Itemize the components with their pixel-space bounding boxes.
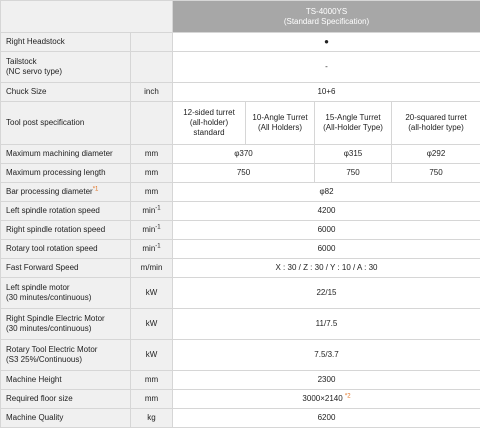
row-value: φ82 <box>173 183 480 202</box>
row-value: 11/7.5 <box>173 309 480 340</box>
row-unit: $\min^{-1}$ <box>131 221 173 240</box>
row-label: Right Headstock <box>1 33 131 52</box>
header-blank-cell <box>1 1 173 33</box>
table-row <box>1 164 480 183</box>
row-unit <box>131 52 173 83</box>
row-label: Tool post specification <box>1 102 131 145</box>
table-row <box>1 390 480 409</box>
row-value: X : 30 / Z : 30 / Y : 10 / A : 30 <box>173 259 480 278</box>
row-label: Rotary Tool Electric Motor (S3 25%/Continuous) <box>1 340 131 371</box>
row-unit <box>131 33 173 52</box>
row-value: 7.5/3.7 <box>173 340 480 371</box>
row-value: 6000 <box>173 221 480 240</box>
row-value: φ292 <box>392 145 480 164</box>
row-unit: $\min^{-1}$ <box>131 240 173 259</box>
row-unit: kW <box>131 309 173 340</box>
row-label: Machine Height <box>1 371 131 390</box>
model-spec-note: (Standard Specification) <box>178 17 475 27</box>
row-value: 2300 <box>173 371 480 390</box>
row-label: Chuck Size <box>1 83 131 102</box>
row-value: 4200 <box>173 202 480 221</box>
row-value: 750 <box>315 164 392 183</box>
row-label: Rotary tool rotation speed <box>1 240 131 259</box>
table-row <box>1 221 480 240</box>
row-label: Fast Forward Speed <box>1 259 131 278</box>
row-unit: mm <box>131 183 173 202</box>
model-header <box>173 1 480 33</box>
row-value: 750 <box>392 164 480 183</box>
row-value: 6200 <box>173 409 480 428</box>
table-row <box>1 145 480 164</box>
model-name: TS-4000YS <box>178 7 475 17</box>
table-row <box>1 102 480 145</box>
footnote-marker: *1 <box>93 186 99 192</box>
row-unit: inch <box>131 83 173 102</box>
turret-option: 10-Angle Turret (All Holders) <box>246 102 315 145</box>
row-label: Maximum machining diameter <box>1 145 131 164</box>
row-value: 3000×2140 $^{*2}$ <box>173 390 480 409</box>
table-header-row <box>1 1 480 33</box>
table-row <box>1 371 480 390</box>
table-row <box>1 259 480 278</box>
row-unit: kW <box>131 340 173 371</box>
table-row <box>1 183 480 202</box>
row-value: 10+6 <box>173 83 480 102</box>
row-value: ● <box>173 33 480 52</box>
row-label: Left spindle rotation speed <box>1 202 131 221</box>
table-row <box>1 240 480 259</box>
row-unit: mm <box>131 371 173 390</box>
table-row <box>1 278 480 309</box>
table-row <box>1 33 480 52</box>
row-value: 22/15 <box>173 278 480 309</box>
row-value: 6000 <box>173 240 480 259</box>
turret-option: 20-squared turret (all-holder type) <box>392 102 480 145</box>
row-value: 750 <box>173 164 315 183</box>
row-unit: m/min <box>131 259 173 278</box>
row-unit: $\min^{-1}$ <box>131 202 173 221</box>
row-unit: mm <box>131 164 173 183</box>
turret-option: 15-Angle Turret (All-Holder Type) <box>315 102 392 145</box>
row-label: Right spindle rotation speed <box>1 221 131 240</box>
row-unit: kg <box>131 409 173 428</box>
row-label: Maximum processing length <box>1 164 131 183</box>
row-label: Right Spindle Electric Motor (30 minutes/continuous) <box>1 309 131 340</box>
row-label: Left spindle motor (30 minutes/continuous) <box>1 278 131 309</box>
row-value: φ315 <box>315 145 392 164</box>
turret-option: 12-sided turret (all-holder) standard <box>173 102 246 145</box>
table-row <box>1 83 480 102</box>
row-unit: kW <box>131 278 173 309</box>
row-unit: mm <box>131 390 173 409</box>
row-unit <box>131 102 173 145</box>
row-value: φ370 <box>173 145 315 164</box>
table-row <box>1 52 480 83</box>
row-label: Bar processing diameter$^{*1}$ <box>1 183 131 202</box>
row-value: - <box>173 52 480 83</box>
table-row <box>1 202 480 221</box>
row-label: Required floor size <box>1 390 131 409</box>
row-label: Tailstock (NC servo type) <box>1 52 131 83</box>
table-row <box>1 309 480 340</box>
row-unit: mm <box>131 145 173 164</box>
row-label: Machine Quality <box>1 409 131 428</box>
table-row <box>1 340 480 371</box>
footnote-marker: *2 <box>345 393 351 399</box>
table-row <box>1 409 480 428</box>
